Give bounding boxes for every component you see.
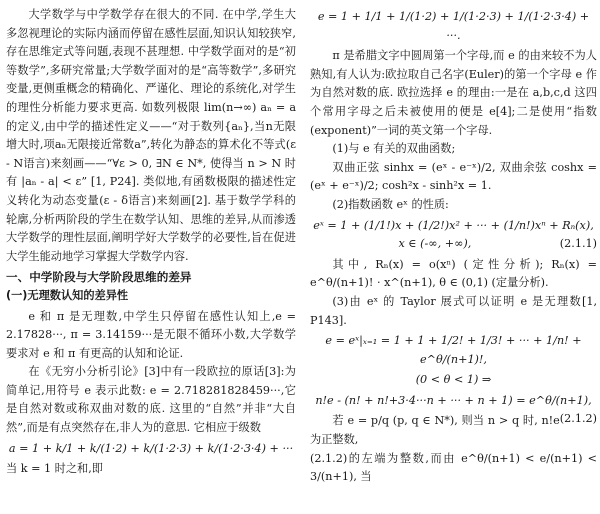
section-heading: 一、中学阶段与大学阶段思维的差异: [6, 270, 192, 285]
assumption-paragraph: 若 e = p/q (p, q ∈ N*), 则当 n > q 时, n!e 为正整数,: [310, 414, 560, 447]
factorial-equation: [310, 392, 597, 426]
contradiction-paragraph: (2.1.2)的左端为整数,而由 e^θ/(n+1) < e/(n+1) < 3/(n+1), 当: [310, 451, 597, 484]
intro-paragraph: 大学数学与中学数学存在很大的不同. 在中学,学生大多忽视理论的实际内涵而停留在感性层面,知识认知较狭窄,存在思维定式等问题,表现不甚理想. 中学数学面对的是“初等数学”,多研究常量;大学数学面对的是“高等数学”,多研究变量,更侧重概念的精确化、严谨化、理论的系统化,对学生的理性分析能力要求更高. 如数列极限 lim(n→∞) aₙ = a 的定义,由中学的描述性定义——“对于数列{aₙ},当n无限增大时,项aₙ无限接近常数a”,转化为静态的算术化不等式(ε - N语言)来刻画——“∀ε > 0, ∃N ∈ N*, 使得当 n > N 时有 |aₙ - a| < ε” [1, P24]. 类似地,有函数极限的描述性定义转化为动态变量(ε - δ语言)来刻画[2]. 基于数学学科的轮廓,分析两阶段的学生在数学认知、思维的差异,从而渗透大学数学的理性层面,阐明学好大学数学的必要性,旨在促进大学生能动地学习掌握大学数学内容.: [6, 8, 296, 263]
remainder-paragraph: 其中, Rₙ(x) = o(xⁿ) (定性分析); Rₙ(x) = e^θ/(n+1)! · x^(n+1), θ ∈ (0,1) (定量分析).: [310, 257, 597, 290]
e-series-equation: e = 1 + 1/1 + 1/(1·2) + 1/(1·2·3) + 1/(1·2·3·4) + ···.: [317, 10, 590, 42]
item-exponential: (2)指数函数 eˣ 的性质:: [332, 197, 449, 211]
irrational-paragraph: e 和 π 是无理数,中学生只停留在感性认知上,e = 2.17828···, π = 3.14159···是无限不循环小数,大学数学要求对 e 和 π 有更高的认知和论证.: [6, 309, 296, 360]
e-expansion-equation: e = eˣ|ₓ₌₁ = 1 + 1 + 1/2! + 1/3! + ··· + 1/n! + e^θ/(n+1)!,: [325, 334, 582, 366]
taylor-expansion: [310, 217, 597, 254]
taylor-expansion-text: eˣ = 1 + (1/1!)x + (1/2!)x² + ··· + (1/n!)xⁿ + Rₙ(x), x ∈ (-∞, +∞),: [313, 218, 594, 251]
e-origin-paragraph: π 是希腊文字中圆周第一个字母,而 e 的由来较不为人熟知,有人认为:欧拉取自己名字(Euler)的第一个字母 e 作为自然对数的底. 欧拉选择 e 的理由:一是在 a,b,c,d 这四个常用字母之后未被使用的便是 e[4];二是使用“指数(exponent)”一词的英文第一个字母.: [310, 49, 597, 137]
subsection-heading: (一)无理数认知的差异性: [6, 288, 129, 302]
series-note: 当 k = 1 时之和,即: [6, 462, 103, 476]
factorial-equation-text: n!e - (n! + n!+3·4···n + ··· + n + 1) = e^θ/(n+1),: [315, 393, 592, 407]
item-irrational-proof: (3)由 eˣ 的 Taylor 展式可以证明 e 是无理数[1, P143].: [310, 294, 597, 327]
theta-condition: (0 < θ < 1) ⇒: [415, 373, 492, 387]
equation-number-2-1-1: (2.1.1): [559, 237, 597, 251]
equation-number-2-1-2: (2.1.2): [559, 412, 597, 426]
item-hyperbolic: (1)与 e 有关的双曲函数;: [332, 142, 456, 156]
series-equation: a = 1 + k/1 + k/(1·2) + k/(1·2·3) + k/(1·2·3·4) + ···: [8, 441, 294, 455]
left-column: [6, 6, 296, 479]
euler-quote-paragraph: 在《无穷小分析引论》[3]中有一段欧拉的原话[3]:为简单记,用符号 e 表示此数: e = 2.718281828459···,它是自然对数或称双曲对数的底. 这里的“自然”并非“大自然”,而是有点突然存在,非人为的意思. 它相应于级数: [6, 365, 296, 435]
hyperbolic-functions: 双曲正弦 sinhx = (eˣ - e⁻ˣ)/2, 双曲余弦 coshx = (eˣ + e⁻ˣ)/2; cosh²x - sinh²x = 1.: [310, 160, 597, 193]
right-column: [310, 6, 597, 487]
